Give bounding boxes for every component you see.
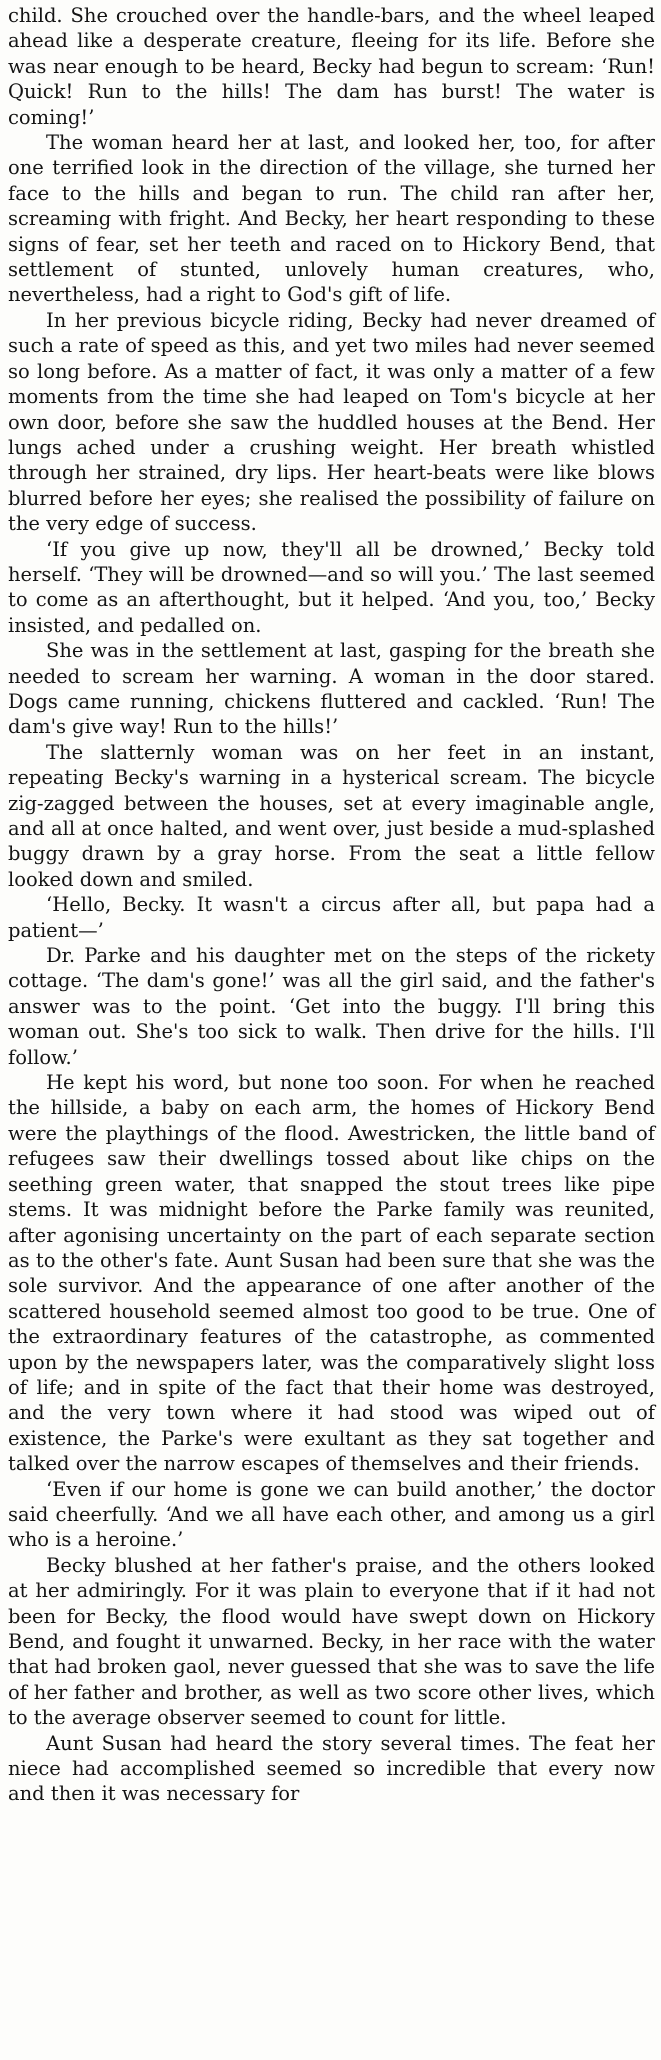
paragraph-2: The woman heard her at last, and looked her, too, for after one terrified look in the direction of the village, she turned her face to the hills and began to run. The child ran after her, screaming with fright. And Becky, her heart responding to these signs of fear, set her teeth and raced on to Hickory Bend, that settlement of stunted, unlovely human creatures, who, nevertheless, had a right to God's gift of life.: [8, 131, 655, 307]
paragraph-6: The slatternly woman was on her feet in an instant, repeating Becky's warning in a hysterical scream. The bicycle zig-zagged between the houses, set at every imaginable angle, and all at once halted, and went over, just beside a mud-splashed buggy drawn by a gray horse. From the seat a little fellow looked down and smiled.: [8, 740, 655, 891]
paragraph-12: Aunt Susan had heard the story several times. The feat her niece had accomplished seemed so incredible that every now and then it was necessary for: [8, 1731, 655, 1806]
paragraph-7: ‘Hello, Becky. It wasn't a circus after all, but papa had a patient—’: [8, 893, 655, 942]
paragraph-1: child. She crouched over the handle-bars, and the wheel leaped ahead like a desperate creature, fleeing for its life. Before she was near enough to be heard, Becky had begun to scream: ‘Run! Quick! Run to the hills! The dam has burst! The water is coming!’: [8, 4, 655, 129]
paragraph-11: Becky blushed at her father's praise, and the others looked at her admiringly. For it was plain to everyone that if it had not been for Becky, the flood would have swept down on Hickory Bend, and fought it unwarned. Becky, in her race with the water that had broken gaol, never guessed that she was to save the life of her father and brother, as well as two score other lives, which to the average observer seemed to count for little.: [8, 1553, 655, 1730]
paragraph-5: She was in the settlement at last, gasping for the breath she needed to scream her warning. A woman in the door stared. Dogs came running, chickens fluttered and cackled. ‘Run! The dam's give way! Run to the hills!’: [8, 639, 655, 739]
paragraph-10: ‘Even if our home is gone we can build another,’ the doctor said cheerfully. ‘And we all have each other, and among us a girl who is a heroine.’: [8, 1477, 655, 1552]
paragraph-3: In her previous bicycle riding, Becky had never dreamed of such a rate of speed as this, and yet two miles had never seemed so long before. As a matter of fact, it was only a matter of a few moments from the time she had leaped on Tom's bicycle at her own door, before she saw the huddled houses at the Bend. Her lungs ached under a crushing weight. Her breath whistled through her strained, dry lips. Her heart-beats were like blows blurred before her eyes; she realised the possibility of failure on the very edge of success.: [8, 308, 655, 536]
paragraph-9: He kept his word, but none too soon. For when he reached the hillside, a baby on each arm, the homes of Hickory Bend were the playthings of the flood. Awestricken, the little band of refugees saw their dwellings tossed about like chips on the seething green water, that snapped the stout trees like pipe stems. It was midnight before the Parke family was reunited, after agonising uncertainty on the part of each separate section as to the other's fate. Aunt Susan had been sure that she was the sole survivor. And the appearance of one after another of the scattered household seemed almost too good to be true. One of the extraordinary features of the catastrophe, as commented upon by the newspapers later, was the comparatively slight loss of life; and in spite of the fact that their home was destroyed, and the very town where it had stood was wiped out of existence, the Parke's were exultant as they sat together and talked over the narrow escapes of themselves and their friends.: [8, 1071, 655, 1476]
paragraph-8: Dr. Parke and his daughter met on the steps of the rickety cottage. ‘The dam's gone!’ was all the girl said, and the father's answer was to the point. ‘Get into the buggy. I'll bring this woman out. She's too sick to walk. Then drive for the hills. I'll follow.’: [8, 944, 655, 1069]
paragraph-4: ‘If you give up now, they'll all be drowned,’ Becky told herself. ‘They will be drowned—and so will you.’ The last seemed to come as an afterthought, but it helped. ‘And you, too,’ Becky insisted, and pedalled on.: [8, 537, 655, 637]
